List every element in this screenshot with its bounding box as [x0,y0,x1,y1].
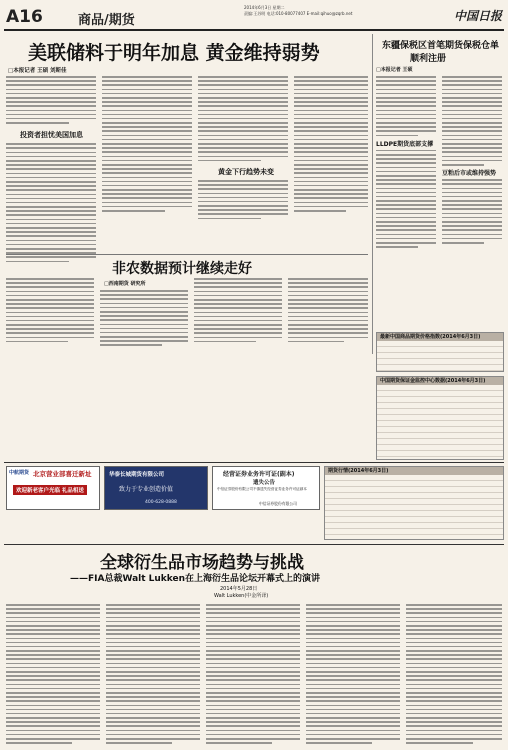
feature-column-3 [206,604,300,746]
ad1-sub: 欢迎新老客户光临 礼品相送 [13,485,87,495]
commodity-index-table [376,332,504,372]
article1-byline: □本报记者 王硕 刘斯佳 [8,68,67,74]
article1-headline: 美联储料于明年加息 黄金维持弱势 [28,42,320,64]
ad-citic-notice [212,466,320,510]
ad-huatai-futures [104,466,208,510]
ad2-phone: 400-628-0888 [145,500,177,505]
masthead-brand: 中国日报 [453,9,502,23]
feature-column-2 [106,604,200,746]
ad2-text: 致力于专业创造价值 [119,486,174,493]
article1-subhead-2: 黄金下行趋势未变 [218,167,274,176]
ad3-sub: 遗失公告 [253,480,276,486]
right-article-title-1: 东疆保税区首笔期货保税仓单 [382,41,500,51]
right-article-byline: □本报记者 王硕 [376,67,413,73]
feature-headline: 全球衍生品市场趋势与挑战 [100,553,304,573]
header-editor: 责编:王苏明 电话:010-80077407 E-mail:qihuo@zqrb.net [244,11,353,16]
page-number: A16 [6,7,43,27]
article1-column-1 [6,76,96,265]
feature-speaker: Walt Lukken(中金所译) [214,593,269,599]
ad-zhonghang-futures [6,466,100,510]
feature-column-5 [406,604,502,746]
table1-title: 最新中国商品期货价格指数(2014年6月3日) [377,333,503,341]
feature-date: 2014年5月28日 [220,586,258,592]
article1-column-2 [102,76,192,214]
right-subhead-2: 豆粕后市或维持强势 [442,170,497,178]
table3-title: 期货行情(2014年6月3日) [325,467,503,475]
table2-title: 中国期货保证金监控中心数据(2014年6月3日) [377,377,503,385]
ad3-sign: 中信证券股份有限公司 [259,501,297,506]
article1-column-3 [198,76,288,222]
article2-column-2 [100,290,188,349]
page-header [4,3,504,31]
feature-subtitle: ——FIA总裁Walt Lukken在上海衍生品论坛开幕式上的演讲 [70,574,321,584]
article2-column-4 [288,278,368,345]
article1-subhead-1: 投资者担忧美国加息 [20,131,83,140]
feature-column-1 [6,604,100,746]
futures-quote-table [324,466,504,540]
article2-column-1 [6,278,94,345]
right-article-col-2 [442,76,502,246]
article2-headline: 非农数据预计继续走好 [112,261,252,277]
article2-column-3 [194,278,282,345]
article1-column-4 [294,76,368,214]
section-title: 商品/期货 [78,13,135,28]
ad2-brand: 华泰长城期货有限公司 [109,472,165,478]
ad1-text: 北京营业部喜迁新址 [33,470,92,478]
ad1-brand: 中航期货 [9,470,30,476]
right-article-title-2: 顺利注册 [410,54,447,64]
header-date: 2014年6月3日 星期二 [244,5,285,10]
right-subhead-1: LLDPE期货底部支撑 [376,140,434,148]
header-meta [244,5,414,17]
feature-column-4 [306,604,400,746]
margin-monitor-table [376,376,504,460]
ad3-title: 经营证券业务许可证(副本) [223,471,295,478]
article2-byline: □西南期货 研究所 [104,281,146,287]
ad3-body: 中信证券股份有限公司不慎遗失经营证券业务许可证副本 [217,487,307,491]
right-article-col-1 [376,76,436,250]
